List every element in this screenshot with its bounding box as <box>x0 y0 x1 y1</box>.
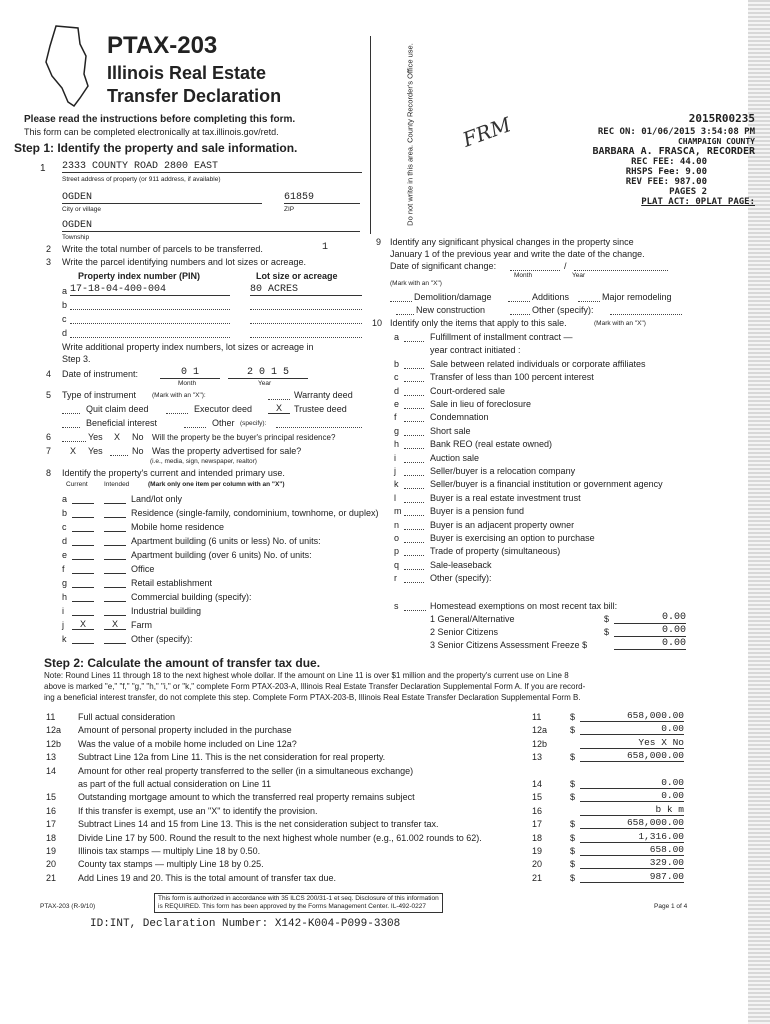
calc-line-desc: Subtract Lines 14 and 15 from Line 13. This is the net consideration subject to transfer tax. <box>78 819 439 830</box>
calc-dollar: $ <box>570 872 576 883</box>
calc-ref-num: 18 <box>532 832 543 843</box>
calc-ref-num: 13 <box>532 752 543 763</box>
use-label: Land/lot only <box>131 494 183 504</box>
line-6-num: 6 <box>46 432 52 442</box>
use-intended-check[interactable] <box>104 521 126 532</box>
calc-ref-num: 14 <box>532 779 543 789</box>
use-current-check[interactable]: X <box>72 619 94 630</box>
use-key: i <box>62 606 64 616</box>
warranty-label: Warranty deed <box>294 390 353 400</box>
form-subtitle-1: Illinois Real Estate <box>107 63 267 83</box>
use-current-check[interactable] <box>72 563 94 574</box>
calc-line-desc: Was the value of a mobile home included on Line 12a? <box>78 738 297 749</box>
step2-heading: Step 2: Calculate the amount of transfer tax due. <box>44 656 321 670</box>
calc-line-num: 12a <box>46 725 62 736</box>
sale-item-check[interactable] <box>404 533 424 543</box>
calc-line-num: 19 <box>46 846 57 856</box>
calc-line-desc: Full actual consideration <box>78 712 176 722</box>
calc-dollar: $ <box>570 725 576 736</box>
use-label: Commercial building (specify): <box>131 592 252 602</box>
changes-text-1: Identify any significant physical changes in the property since <box>390 237 634 247</box>
note-line-3: ing a beneficial interest transfer, do not complete this step. Complete Form PTAX-203-B, Illinois Real Estate Transfer Declaration Supplemental Form B. <box>44 693 581 702</box>
lot-c-field[interactable] <box>250 314 362 324</box>
sale-item-label: Short sale <box>430 425 471 436</box>
rec-fee: REC FEE: 44.00 <box>631 157 707 167</box>
calc-dollar: $ <box>570 779 576 789</box>
newconst-check[interactable] <box>396 305 414 315</box>
changes-text-2: January 1 of the previous year and write the date of the change. <box>390 249 645 259</box>
more-pins-note-2: Step 3. <box>62 354 91 364</box>
auth-line-2: is REQUIRED. This form has been approved by the Forms Management Center. IL-492-0227 <box>158 903 426 910</box>
auth-line-1: This form is authorized in accordance with 35 ILCS 200/31-1 et seq. Disclosure of this information <box>158 895 439 902</box>
sale-item-key: c <box>394 372 399 383</box>
remodel-check[interactable] <box>578 292 600 302</box>
use-current-check[interactable] <box>72 591 94 602</box>
calc-ref-num: 16 <box>532 805 543 816</box>
other-instr-field[interactable] <box>276 418 362 428</box>
sale-item-key: n <box>394 519 400 530</box>
use-label: Farm <box>131 620 152 630</box>
sale-item-check[interactable] <box>404 506 424 516</box>
sale-item-key: a <box>394 332 400 342</box>
calc-value[interactable]: 329.00 <box>580 857 684 869</box>
use-key: a <box>62 494 68 504</box>
calc-dollar: $ <box>570 752 576 763</box>
document-number: 2015R00235 <box>688 112 755 125</box>
change-year-label: Year <box>572 272 586 279</box>
use-key: k <box>62 634 67 644</box>
sale-item-label: Auction sale <box>430 452 480 463</box>
sale-item-check[interactable] <box>404 546 424 556</box>
use-key: c <box>62 522 67 532</box>
sale-item-check[interactable] <box>404 493 424 503</box>
parcel-count[interactable]: 1 <box>322 242 329 253</box>
use-label: Other (specify): <box>131 634 193 644</box>
sale-item-label: Sale-leaseback <box>430 559 492 570</box>
use-key: b <box>62 508 68 518</box>
pin-c-field[interactable] <box>70 314 230 324</box>
demolition-label: Demolition/damage <box>414 292 492 302</box>
sale-item-label: Fulfillment of installment contract — <box>430 332 573 342</box>
form-title: PTAX-203 <box>107 32 218 59</box>
month-label: Month <box>178 380 197 387</box>
advertised-sub: (i.e., media, sign, newspaper, realtor) <box>150 458 257 465</box>
use-key: j <box>62 620 64 630</box>
current-col-label: Current <box>66 481 88 488</box>
sale-item-check[interactable] <box>404 359 424 369</box>
sale-item-key: q <box>394 559 400 570</box>
advertised-question: Was the property advertised for sale? <box>152 446 302 456</box>
sale-item-key: l <box>394 492 396 503</box>
date-label: Date of instrument: <box>62 369 139 379</box>
zip-field[interactable]: 61859 <box>284 192 360 204</box>
calc-value[interactable]: 0.00 <box>580 723 684 735</box>
additions-label: Additions <box>532 292 570 302</box>
calc-dollar: $ <box>570 846 576 856</box>
township-label: Township <box>62 234 90 241</box>
use-current-check[interactable] <box>72 521 94 532</box>
calc-line-num: 21 <box>46 872 57 883</box>
calc-line-desc: Subtract Line 12a from Line 11. This is the net consideration for real property. <box>78 752 386 763</box>
sale-item-key: d <box>394 385 400 396</box>
sale-item-check[interactable] <box>404 466 424 476</box>
calc-ref-num: 17 <box>532 819 543 830</box>
calc-dollar: $ <box>570 819 576 830</box>
authorization-box <box>154 893 443 913</box>
city-label: City or village <box>62 206 102 213</box>
sale-items-label: Identify only the items that apply to this sale. <box>390 318 567 328</box>
sale-item-label: Sale in lieu of foreclosure <box>430 399 532 409</box>
freeze-exemption-label: 3 Senior Citizens Assessment Freeze $ <box>430 640 588 650</box>
pin-row-b-key: b <box>62 300 68 310</box>
calc-value[interactable]: Yes X No <box>580 737 684 749</box>
trustee-check[interactable]: X <box>268 403 290 414</box>
sale-item-check[interactable] <box>404 439 424 449</box>
calc-dollar: $ <box>570 832 576 843</box>
trustee-label: Trustee deed <box>294 404 347 414</box>
senior-exemption-label: 2 Senior Citizens <box>430 627 499 637</box>
calc-line-num: 15 <box>46 792 57 803</box>
general-exemption-label: 1 General/Alternative <box>430 614 515 624</box>
pin-a-field[interactable]: 17-18-04-400-004 <box>70 284 230 296</box>
sale-item-key: j <box>394 466 396 476</box>
plat-act: PLAT ACT: 0PLAT PAGE: <box>641 197 755 207</box>
additions-check[interactable] <box>508 292 530 302</box>
quitclaim-label: Quit claim deed <box>86 404 149 414</box>
beneficial-label: Beneficial interest <box>86 418 158 428</box>
change-month-label: Month <box>514 272 533 279</box>
sale-item-check[interactable] <box>404 426 424 436</box>
rec-on: REC ON: 01/06/2015 3:54:08 PM <box>597 127 755 137</box>
calc-line-desc: Amount for other real property transferred to the seller (in a simultaneous exchange) <box>78 765 414 776</box>
sale-item-check[interactable] <box>404 332 424 342</box>
sale-item-check[interactable] <box>404 560 424 570</box>
lot-header: Lot size or acreage <box>256 271 338 281</box>
recorder-use-note: Do not write in this area. County Recorder's Office use. <box>405 43 415 226</box>
warranty-check[interactable] <box>268 390 290 400</box>
line-s-key: s <box>394 601 399 611</box>
sale-item-check[interactable] <box>404 520 424 530</box>
calc-line-desc: Add Lines 19 and 20. This is the total amount of transfer tax due. <box>78 872 336 883</box>
lot-a-field[interactable]: 80 ACRES <box>250 284 362 296</box>
note-line-2: above is marked "e," "f," "g," "h," "i," or "k," complete Form PTAX-203-A, Illinois Real Estate Transfer Declaration Supplemental Form A. If you are record- <box>44 682 586 691</box>
calc-ref-num: 11 <box>532 712 542 722</box>
pin-row-c-key: c <box>62 314 67 324</box>
use-label: Residence (single-family, condominium, townhome, or duplex) <box>131 508 379 518</box>
other-instr-check[interactable] <box>184 418 206 428</box>
sale-item-check[interactable] <box>404 573 424 583</box>
change-month-field[interactable] <box>510 261 560 271</box>
calc-value[interactable]: b k m <box>580 804 684 816</box>
use-key: d <box>62 536 68 546</box>
city-field[interactable]: OGDEN <box>62 192 262 204</box>
calc-line-desc: Divide Line 17 by 500. Round the result to the next highest whole number (e.g., 61.002 rounds to 62). <box>78 832 482 843</box>
line-9-num: 9 <box>376 237 382 247</box>
use-current-check[interactable] <box>72 605 94 616</box>
calc-line-desc: If this transfer is exempt, use an "X" to identify the provision. <box>78 805 318 816</box>
line-5-num: 5 <box>46 390 52 400</box>
use-current-check[interactable] <box>72 633 94 644</box>
executor-label: Executor deed <box>194 404 253 414</box>
sale-item-label: Other (specify): <box>430 573 492 584</box>
use-current-check[interactable] <box>72 535 94 546</box>
zip-label: ZIP <box>284 206 295 213</box>
demolition-check[interactable] <box>390 292 412 302</box>
change-year-field[interactable] <box>574 261 668 271</box>
calc-value[interactable]: 987.00 <box>580 871 684 883</box>
pin-d-field[interactable] <box>70 328 230 338</box>
calc-ref-num: 21 <box>532 872 543 883</box>
calc-ref-num: 19 <box>532 846 543 856</box>
use-intended-check[interactable] <box>104 563 126 574</box>
pin-b-field[interactable] <box>70 300 230 310</box>
remodel-label: Major remodeling <box>602 292 672 302</box>
calc-value[interactable]: 658,000.00 <box>580 817 684 829</box>
other-instr-specify: (specify): <box>240 420 267 427</box>
calc-dollar: $ <box>570 859 576 870</box>
sale-item-check[interactable] <box>404 453 424 463</box>
sale-item-label: Sale between related individuals or corporate affiliates <box>430 358 646 369</box>
calc-line-num: 18 <box>46 832 57 843</box>
use-label: Office <box>131 564 155 574</box>
principal-no-label: No <box>132 432 144 442</box>
principal-no-check[interactable]: X <box>114 432 121 442</box>
year-field[interactable]: 2 0 1 5 <box>228 367 308 379</box>
calc-line-num: 12b <box>46 738 62 749</box>
homestead-label: Homestead exemptions on most recent tax bill: <box>430 601 618 611</box>
sale-item-key: h <box>394 439 400 450</box>
calc-value[interactable]: 658,000.00 <box>580 750 684 762</box>
advertised-yes-label: Yes <box>88 446 103 456</box>
calc-line-num: 20 <box>46 859 57 870</box>
use-intended-check[interactable] <box>104 591 126 602</box>
sale-item-check[interactable] <box>404 412 424 422</box>
freeze-exemption-value[interactable]: 0.00 <box>614 638 686 650</box>
dollar-2: $ <box>604 627 610 637</box>
sale-item-label: Bank REO (real estate owned) <box>430 439 553 450</box>
note-line-1: Note: Round Lines 11 through 18 to the next highest whole dollar. If the amount on Line 11 is over $1 million and the property's current use on Line 8 <box>44 671 569 680</box>
sale-item-label: Seller/buyer is a relocation company <box>430 466 576 476</box>
rhsps-fee: RHSPS Fee: 9.00 <box>625 167 707 177</box>
sale-item-key: e <box>394 399 400 409</box>
change-date-label: Date of significant change: <box>390 261 497 271</box>
general-exemption-value[interactable]: 0.00 <box>614 612 686 624</box>
intended-col-label: Intended <box>104 481 130 488</box>
change-mark-note: (Mark with an "X") <box>390 280 442 287</box>
use-key: h <box>62 592 68 602</box>
other-change-check[interactable] <box>510 305 530 315</box>
form-id: PTAX-203 (R-9/10) <box>40 903 96 910</box>
sale-item-key: o <box>394 533 400 543</box>
other-instr-label: Other <box>212 418 235 428</box>
sale-item-check[interactable] <box>404 399 424 409</box>
advertised-yes-check[interactable]: X <box>70 446 77 456</box>
rev-fee: REV FEE: 987.00 <box>625 177 707 187</box>
line-2-num: 2 <box>46 244 52 254</box>
advertised-no-check[interactable] <box>110 446 128 456</box>
line-4-num: 4 <box>46 369 52 379</box>
divider-line <box>370 36 371 234</box>
illinois-map-icon <box>34 22 104 110</box>
homestead-check[interactable] <box>404 601 426 611</box>
use-intended-check[interactable] <box>104 577 126 588</box>
calc-line-num: 13 <box>46 752 57 763</box>
advertised-no-label: No <box>132 446 144 456</box>
executor-check[interactable] <box>166 404 188 414</box>
use-current-check[interactable] <box>72 577 94 588</box>
sale-item-label: Buyer is a real estate investment trust <box>430 492 581 503</box>
use-intended-check[interactable] <box>104 633 126 644</box>
other-change-label: Other (specify): <box>532 305 594 315</box>
sale-item-label: Buyer is an adjacent property owner <box>430 519 575 530</box>
sale-item-label: Court-ordered sale <box>430 385 506 396</box>
month-field[interactable]: 0 1 <box>160 367 220 379</box>
use-current-check[interactable] <box>72 549 94 560</box>
sale-item-check[interactable] <box>404 372 424 382</box>
date-slash: / <box>564 261 567 271</box>
use-intended-check[interactable] <box>104 493 126 504</box>
sale-item-key: b <box>394 358 400 369</box>
use-key: e <box>62 550 68 560</box>
other-change-field[interactable] <box>610 305 682 315</box>
use-label: Industrial building <box>131 606 202 616</box>
sale-item-check[interactable] <box>404 479 424 489</box>
calc-ref-num: 15 <box>532 792 543 803</box>
use-intended-check[interactable] <box>104 549 126 560</box>
lot-d-field[interactable] <box>250 328 362 338</box>
sale-item-key: f <box>394 412 397 423</box>
line-8-num: 8 <box>46 468 52 478</box>
calc-dollar: $ <box>570 792 576 803</box>
form-subtitle-2: Transfer Declaration <box>107 86 282 106</box>
calc-ref-num: 12b <box>532 738 548 749</box>
sale-items-mark: (Mark with an "X") <box>594 320 646 327</box>
calc-ref-num: 12a <box>532 725 548 736</box>
line-7-num: 7 <box>46 446 52 456</box>
quitclaim-check[interactable] <box>62 404 80 414</box>
line-2-text: Write the total number of parcels to be transferred. <box>62 244 263 254</box>
use-key: g <box>62 578 68 588</box>
calc-value[interactable]: 658,000.00 <box>580 710 684 722</box>
sale-item-label: Condemnation <box>430 412 489 423</box>
use-label: Mobile home residence <box>131 522 225 532</box>
use-mark-note: (Mark only one item per column with an "X") <box>148 481 285 488</box>
calc-line-num: 11 <box>46 712 56 722</box>
calc-dollar: $ <box>570 712 576 722</box>
use-intended-check[interactable] <box>104 535 126 546</box>
calc-line-num: 14 <box>46 765 57 776</box>
line-1-num: 1 <box>40 163 46 174</box>
newconst-label: New construction <box>416 305 486 315</box>
calc-line-num: 16 <box>46 805 57 816</box>
use-label: Apartment building (6 units or less) No. of units: <box>131 536 321 546</box>
line-3-text: Write the parcel identifying numbers and lot sizes or acreage. <box>62 257 306 267</box>
recorder-stamp <box>500 112 755 207</box>
use-question: Identify the property's current and intended primary use. <box>62 468 285 478</box>
use-current-check[interactable] <box>72 507 94 518</box>
beneficial-check[interactable] <box>62 418 80 428</box>
year-label: Year <box>258 380 272 387</box>
calc-line-desc: Amount of personal property included in the purchase <box>78 725 292 736</box>
more-pins-note: Write additional property index numbers, lot sizes or acreage in <box>62 342 314 352</box>
instructions-line: Please read the instructions before completing this form. <box>24 114 296 125</box>
lot-b-field[interactable] <box>250 300 362 310</box>
line-10-num: 10 <box>372 318 383 328</box>
county-name: CHAMPAIGN COUNTY <box>677 137 755 146</box>
sale-item-label: Transfer of less than 100 percent interest <box>430 372 594 383</box>
calc-line-desc: Outstanding mortgage amount to which the transferred real property remains subject <box>78 792 415 803</box>
calc-line-desc: County tax stamps — multiply Line 18 by 0.25. <box>78 859 264 870</box>
use-intended-check[interactable] <box>104 605 126 616</box>
sale-item-check[interactable] <box>404 386 424 396</box>
sale-item-label: Trade of property (simultaneous) <box>430 546 561 557</box>
sale-item-key: m <box>394 506 402 517</box>
township-field[interactable]: OGDEN <box>62 220 360 232</box>
instrument-type-label: Type of instrument <box>62 390 137 400</box>
pin-header: Property index number (PIN) <box>78 271 201 281</box>
sale-item-key: k <box>394 479 399 490</box>
use-label: Apartment building (over 6 units) No. of units: <box>131 550 312 560</box>
pages: PAGES 2 <box>669 187 707 197</box>
calc-line-desc: as part of the full actual consideration on Line 11 <box>78 779 271 789</box>
street-label: Street address of property (or 911 address, if available) <box>62 176 221 183</box>
pin-row-a-key: a <box>62 286 68 296</box>
handwritten-initials: FRM <box>459 112 515 152</box>
sale-item-key: r <box>394 573 397 584</box>
sale-item-key: p <box>394 546 400 557</box>
instrument-mark-note: (Mark with an "X"): <box>152 392 206 399</box>
sale-item-label: Seller/buyer is a financial institution or government agency <box>430 479 663 490</box>
pin-row-d-key: d <box>62 328 68 338</box>
calc-value[interactable]: 0.00 <box>580 777 684 789</box>
use-key: f <box>62 564 65 574</box>
use-label: Retail establishment <box>131 578 213 588</box>
street-address-field[interactable]: 2333 COUNTY ROAD 2800 EAST <box>62 161 362 173</box>
dollar-1: $ <box>604 614 610 624</box>
recorder-name: BARBARA A. FRASCA, RECORDER <box>592 146 755 157</box>
line-3-num: 3 <box>46 257 52 267</box>
sale-item-label: Buyer is a pension fund <box>430 506 525 517</box>
sale-item-label: Buyer is exercising an option to purchase <box>430 533 595 543</box>
principal-yes-label: Yes <box>88 432 103 442</box>
use-intended-check[interactable]: X <box>104 619 126 630</box>
sale-item-key: i <box>394 452 396 463</box>
use-intended-check[interactable] <box>104 507 126 518</box>
use-current-check[interactable] <box>72 493 94 504</box>
calc-value[interactable]: 658.00 <box>580 844 684 856</box>
sale-item-label: year contract initiated : <box>430 345 521 356</box>
page-number: Page 1 of 4 <box>654 903 688 910</box>
step1-heading: Step 1: Identify the property and sale information. <box>14 141 298 155</box>
electronic-note: This form can be completed electronically at tax.illinois.gov/retd. <box>24 127 279 137</box>
senior-exemption-value[interactable]: 0.00 <box>614 625 686 637</box>
principal-yes-check[interactable] <box>62 432 86 442</box>
calc-line-num: 17 <box>46 819 57 830</box>
principal-question: Will the property be the buyer's principal residence? <box>152 433 336 442</box>
calc-ref-num: 20 <box>532 859 543 870</box>
sale-item-key: g <box>394 425 400 436</box>
calc-value[interactable]: 1,316.00 <box>580 831 684 843</box>
calc-value[interactable]: 0.00 <box>580 790 684 802</box>
declaration-number: ID:INT, Declaration Number: X142-K004-P099-3308 <box>90 918 401 930</box>
calc-line-desc: Illinois tax stamps — multiply Line 18 by 0.50. <box>78 846 261 856</box>
